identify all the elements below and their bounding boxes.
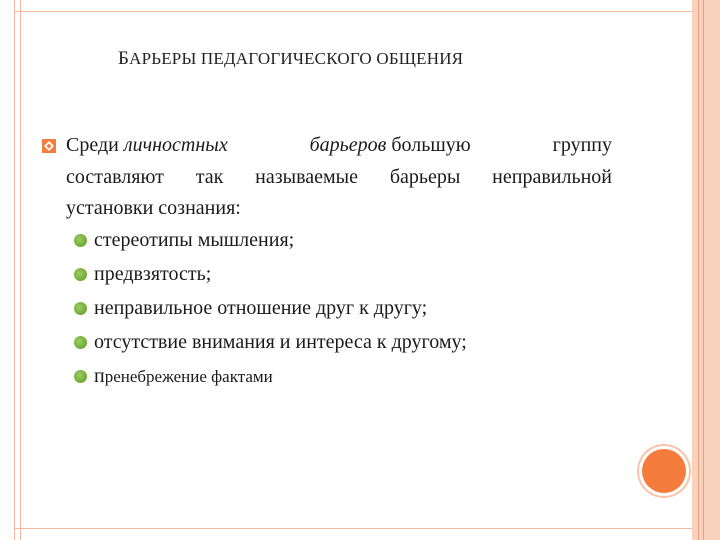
list-item-text: предвзятость; bbox=[94, 262, 212, 285]
paragraph-line bbox=[66, 130, 612, 162]
title-rest: АРЬЕРЫ ПЕДАГОГИЧЕСКОГО ОБЩЕНИЯ bbox=[129, 49, 464, 68]
word: группу bbox=[552, 134, 612, 156]
word: большую bbox=[391, 134, 471, 156]
band-line bbox=[698, 0, 699, 540]
frame-line bbox=[14, 528, 703, 529]
list-item-text: неправильное отношение друг к другу; bbox=[94, 296, 428, 319]
list-item bbox=[74, 361, 612, 395]
decorative-circle-icon bbox=[642, 449, 686, 493]
title-first-letter: Б bbox=[118, 48, 130, 69]
list-item-first-letter: п bbox=[94, 364, 105, 387]
green-dot-bullet-icon bbox=[74, 336, 87, 349]
sub-list bbox=[42, 225, 612, 395]
frame-line bbox=[20, 0, 21, 540]
list-item bbox=[74, 293, 612, 327]
frame-line bbox=[14, 11, 703, 12]
green-dot-bullet-icon bbox=[74, 268, 87, 281]
paragraph-line: составляют так называемые барьеры неправильной bbox=[66, 165, 612, 188]
main-bullet-item bbox=[42, 130, 612, 225]
frame-line bbox=[14, 0, 15, 540]
paragraph-line: установки сознания: bbox=[66, 197, 241, 219]
green-dot-bullet-icon bbox=[74, 370, 87, 383]
orange-diamond-bullet-icon bbox=[42, 139, 56, 153]
slide-content bbox=[42, 130, 612, 395]
word-italic: барьеров bbox=[309, 134, 387, 156]
list-item bbox=[74, 327, 612, 361]
list-item bbox=[74, 259, 612, 293]
main-paragraph bbox=[66, 130, 612, 225]
green-dot-bullet-icon bbox=[74, 234, 87, 247]
green-dot-bullet-icon bbox=[74, 302, 87, 315]
band-line bbox=[703, 0, 704, 540]
list-item bbox=[74, 225, 612, 259]
word: Среди bbox=[66, 134, 119, 156]
decorative-band bbox=[692, 0, 720, 540]
list-item-text: отсутствие внимания и интереса к другому; bbox=[94, 330, 467, 353]
list-item-text: ренебрежение фактами bbox=[104, 366, 273, 386]
word-italic: личностных bbox=[123, 134, 228, 156]
list-item-text: стереотипы мышления; bbox=[94, 228, 295, 251]
slide-title bbox=[118, 48, 463, 70]
